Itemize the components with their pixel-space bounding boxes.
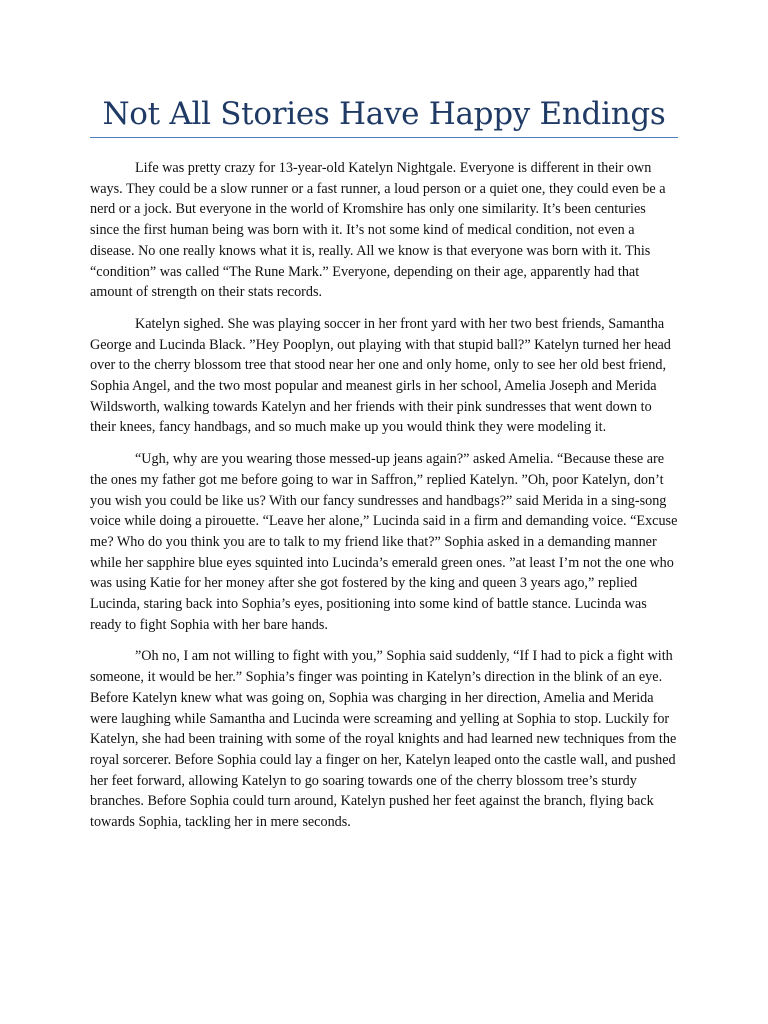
title-underline [90, 137, 678, 138]
document-title: Not All Stories Have Happy Endings [102, 96, 666, 132]
paragraph: ”Oh no, I am not willing to fight with you,” Sophia said suddenly, “If I had to pick a fight with someone, it would be her.” Sophia’s finger was pointing in Katelyn’s direction in the blink of an eye. Before Katelyn knew what was going on, Sophia was charging in her direction, Amelia and Merida were laughing while Samantha and Lucinda were screaming and yelling at Sophia to stop. Luckily for Katelyn, she had been training with some of the royal knights and had learned new techniques from the royal sorcerer. Before Sophia could lay a finger on her, Katelyn leaped onto the castle wall, and pushed her feet forward, allowing Katelyn to go soaring towards one of the cherry blossom tree’s sturdy branches. Before Sophia could turn around, Katelyn pushed her feet against the branch, flying back towards Sophia, tackling her in mere seconds. [90, 648, 677, 831]
paragraph: Life was pretty crazy for 13-year-old Katelyn Nightgale. Everyone is different in their own ways. They could be a slow runner or a fast runner, a loud person or a quiet one, they could even be a nerd or a jock. But everyone in the world of Kromshire has only one similarity. It’s been centuries since the first human being was born with it. It’s not some kind of medical condition, not even a disease. No one really knows what it is, really. All we know is that everyone was born with it. This “condition” was called “The Rune Mark.” Everyone, depending on their age, apparently had that amount of strength on their stats records. [90, 160, 666, 301]
document-body [90, 158, 678, 844]
paragraph: Katelyn sighed. She was playing soccer in her front yard with her two best friends, Samantha George and Lucinda Black. ”Hey Pooplyn, out playing with that stupid ball?” Katelyn turned her head over to the cherry blossom tree that stood near her one and only home, only to see her old best friend, Sophia Angel, and the two most popular and meanest girls in her school, Amelia Joseph and Merida Wildsworth, walking towards Katelyn and her friends with their pink sundresses that went down to their knees, fancy handbags, and so much make up you would think they were modeling it. [90, 315, 671, 436]
paragraph: “Ugh, why are you wearing those messed-up jeans again?” asked Amelia. “Because these are the ones my father got me before going to war in Saffron,” replied Katelyn. ”Oh, poor Katelyn, don’t you wish you could be like us? With our fancy sundresses and handbags?” said Merida in a sing-song voice while doing a pirouette. “Leave her alone,” Lucinda said in a firm and demanding voice. “Excuse me? Who do you think you are to talk to my friend like that?” Sophia asked in a demanding manner while her sapphire blue eyes squinted into Lucinda’s emerald green ones. ”at least I’m not the one who was using Katie for her money after she got fostered by the king and queen 3 years ago,” replied Lucinda, staring back into Sophia’s eyes, positioning into some kind of battle stance. Lucinda was ready to fight Sophia with her bare hands. [90, 451, 678, 633]
